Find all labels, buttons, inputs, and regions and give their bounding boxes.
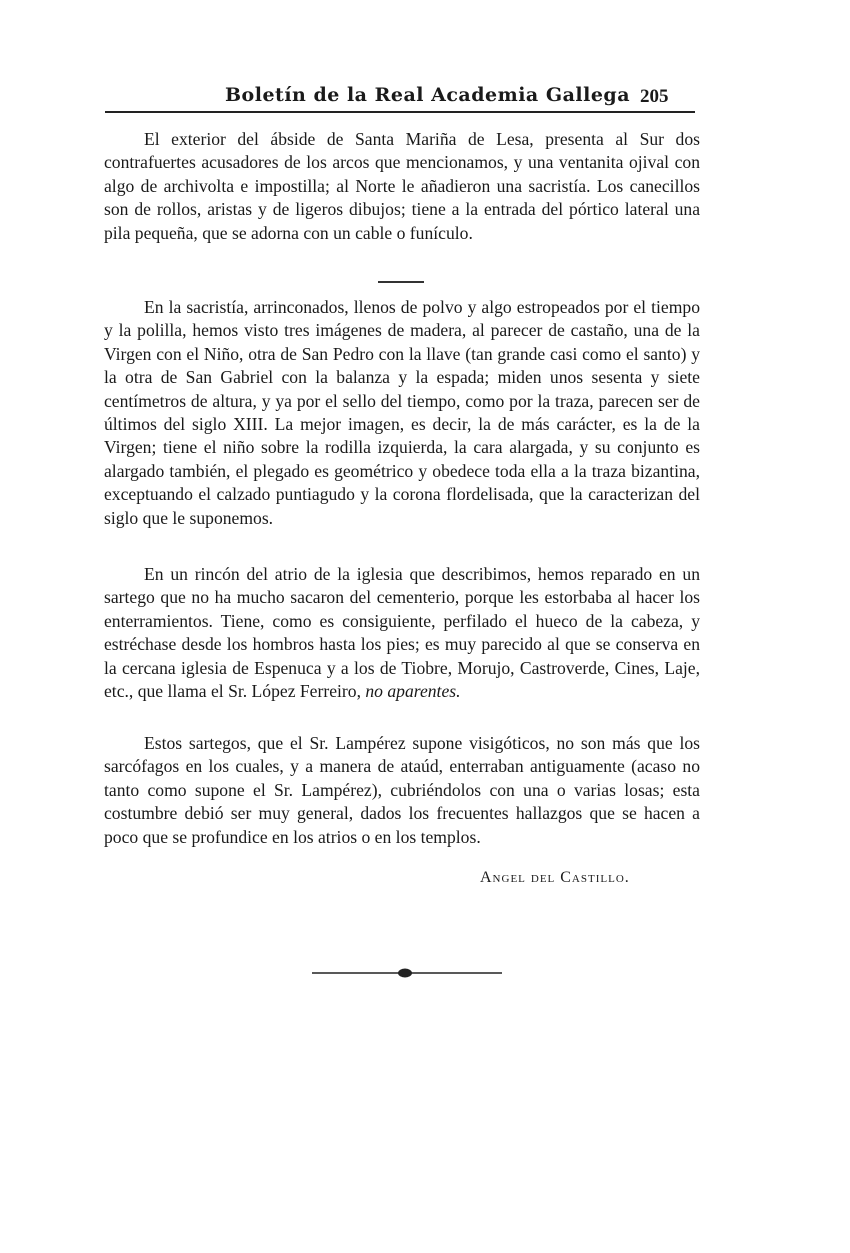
ornament-diamond bbox=[398, 969, 412, 978]
end-ornament bbox=[312, 963, 502, 983]
author-signature: Angel del Castillo. bbox=[480, 869, 630, 886]
paragraph-sartego-text: En un rincón del atrio de la iglesia que describimos, hemos reparado en un sartego que no ha mucho sacaron del cementerio, porque les estorbaba al hacer los enterramientos. Tiene, como es consiguiente, perfilado el hueco de la cabeza, y estréchase desde los hombros hasta los pies; es muy parecido al que se conserva en la cercana iglesia de Espenuca y a los de Tiobre, Morujo, Castroverde, Cines, Laje, etc., que llama el Sr. López Ferreiro, bbox=[104, 564, 700, 702]
section-divider bbox=[378, 281, 424, 283]
paragraph-exterior: El exterior del ábside de Santa Mariña de Lesa, presenta al Sur dos contrafuertes acusadores de los arcos que mencionamos, y una ventanita ojival con algo de archivolta e impostilla; al Norte le añadieron una sacristía. Los canecillos son de rollos, aristas y de ligeros dibujos; tiene a la entrada del pórtico lateral una pila pequeña, que se adorna con un cable o funículo. bbox=[104, 129, 700, 243]
page-number: 205 bbox=[640, 86, 669, 107]
italic-phrase: no aparentes. bbox=[365, 681, 461, 702]
paragraph-sartegos: Estos sartegos, que el Sr. Lampérez supone visigóticos, no son más que los sarcófagos en los cuales, y a manera de ataúd, enterraban antiguamente (acaso no tanto como supone el Sr. Lampérez), cubriéndolos con una o varias losas; esta costumbre debió ser muy general, dados los frecuentes hallazgos que se hacen a poco que se profundice en los atrios o en los templos. bbox=[104, 733, 700, 847]
paragraph-sacristia: En la sacristía, arrinconados, llenos de polvo y algo estropeados por el tiempo y la polilla, hemos visto tres imágenes de madera, al parecer de castaño, una de la Virgen con el Niño, otra de San Pedro con la llave (tan grande casi como el santo) y la otra de San Gabriel con la balanza y la espada; miden unos sesenta y siete centímetros de altura, y ya por el sello del tiempo, como por la traza, parecen ser de últimos del siglo XIII. La mejor imagen, es decir, la de más carácter, es la de la Virgen; tiene el niño sobre la rodilla izquierda, la cara alargada, y su conjunto es alargado también, el plegado es geométrico y obedece toda ella a la traza bizantina, exceptuando el calzado puntiagudo y la corona flordelisada, que la caracterizan del siglo que le suponemos. bbox=[104, 297, 700, 528]
journal-title: Boletín de la Real Academia Gallega bbox=[225, 84, 631, 106]
page-header bbox=[105, 80, 695, 114]
header-rule bbox=[105, 111, 695, 113]
paragraph-sartego bbox=[104, 563, 700, 703]
